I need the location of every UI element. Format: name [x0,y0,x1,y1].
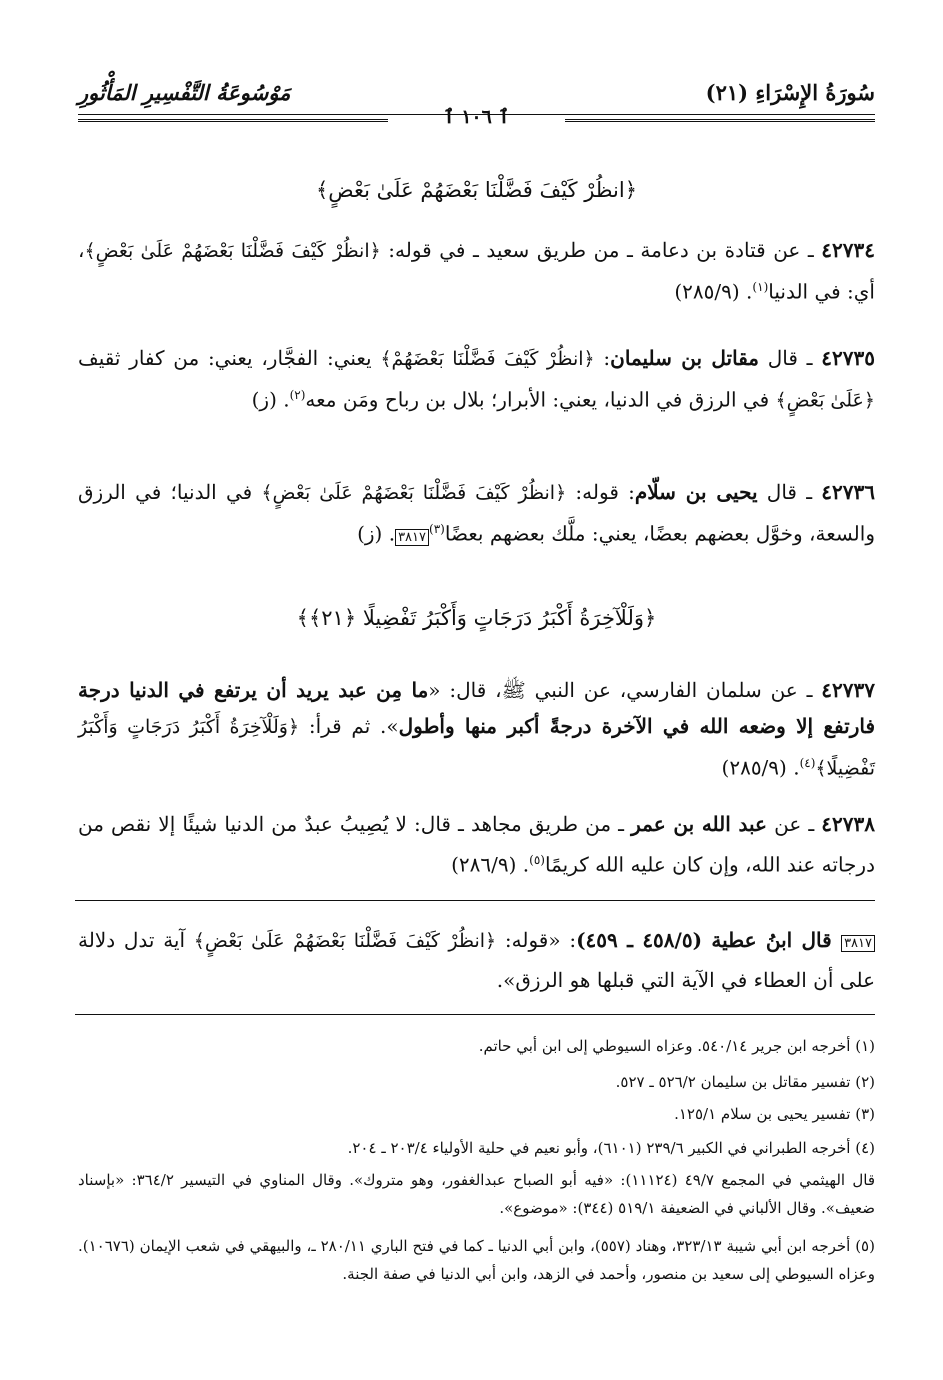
page-number: ٱ ١٠٦ ٱ [443,106,510,128]
quran-quote: ﴿انظُرْ كَيْفَ فَضَّلْنَا بَعْضَهُمْ﴾ [380,348,595,370]
entry-42734 [78,232,875,310]
surah-title: سُورَةُ الإِسْرَاءِ (٢١) [705,80,875,105]
footnote-4: (٤) أخرجه الطبراني في الكبير ٢٣٩/٦ (٦١٠١)، وأبو نعيم في حلية الأولياء ٢٠٣/٤ ـ ٢٠٤. [347,1139,875,1157]
entry-42737 [78,672,875,787]
entry-text: . (٢٨٦/٩) [451,852,530,877]
quran-quote: ﴿وَلَلْآخِرَةُ أَكْبَرُ دَرَجَاتٍ وَأَكْبَرُ تَفْضِيلًا﴾ [78,716,875,780]
entry-text: ـ قال [757,480,822,504]
entry-text: يعني: الفجَّار، يعني: من كفار ثقيف [78,346,381,370]
footnote-ref: (٤) [799,756,816,770]
footnote-ref: (٢) [289,388,306,402]
entry-text: في الرزق في الدنيا، يعني: الأبرار؛ بلال بن رباح ومَن معه [305,387,776,412]
entry-text: ـ قال [759,346,822,370]
commentator-name: قال ابنُ عطية (٤٥٨/٥ ـ ٤٥٩) [576,928,842,952]
commentary-3817 [78,922,875,998]
commentary-text: : «قوله: [496,928,577,952]
quran-quote: ﴿انظُرْ كَيْفَ فَضَّلْنَا بَعْضَهُمْ عَلَىٰ بَعْضٍ﴾ [84,240,381,262]
entry-text: . (٢٨٥/٩) [721,755,800,780]
entry-text: . (ز) [251,387,290,412]
entry-text: . (ز) [357,521,396,546]
entry-text: ». ثم قرأ: [299,714,399,738]
entry-number: ٤٢٧٣٧ [821,678,875,702]
entry-text: : [594,346,611,370]
entry-text: ـ عن قتادة بن دعامة ـ من طريق سعيد ـ في قوله: [380,238,822,262]
footnote-1: (١) أخرجه ابن جرير ٥٤٠/١٤. وعزاه السيوطي إلى ابن أبي حاتم. [478,1037,875,1055]
entry-text: في الدنيا؛ في الرزق والسعة، وخوَّل بعضهم بعضًا، يعني: ملَّك بعضهم بعضًا [78,480,875,546]
hadith-text: ما مِن عبد يريد أن يرتفع في الدنيا درجة فارتفع إلا وضعه الله في الآخرة درجةً أكبر منها وأطول [78,678,876,738]
footnote-ref: (٥) [529,853,545,867]
entry-text: ، أي: في الدنيا [78,238,875,304]
footnote-4-cont: قال الهيثمي في المجمع ٤٩/٧ (١١١٢٤): «فيه أبو الصباح عبدالغفور، وهو متروك». وقال المناوي في التيسير ٣٦٤/٢: «بإسناد ضعيف». وقال الألباني في الضعيفة ٥١٩/١ (٣٤٤): «موضوع». [78,1171,875,1217]
entry-text: ـ عن [767,812,822,836]
entry-text: ـ من طريق مجاهد ـ قال: لا يُصِيبُ عبدٌ من الدنيا شيئًا إلا نقص من درجاته عند الله، وإن كان عليه الله كريمًا [78,812,875,877]
narrator-name: مقاتل بن سليمان [610,346,760,370]
book-title: مَوْسُوعَةُ التَّفْسِيرِ المَأْثُورِ [78,80,291,105]
entry-42738 [78,806,875,883]
narrator-name: عبد الله بن عمر [631,812,767,836]
narrator-name: يحيى بن سلّام [634,480,758,504]
entry-text: ـ عن سلمان الفارسي، عن النبي ﷺ، قال: « [428,678,822,702]
commentary-separator [75,900,875,901]
entry-number: ٤٢٧٣٥ [821,346,875,370]
footnote-5: (٥) أخرجه ابن أبي شيبة ٣٢٣/١٣، وهناد (٥٥٧)، وابن أبي الدنيا ـ كما في فتح الباري ٢٨٠/١١ ـ، والبيهقي في شعب الإيمان (١٠٦٧٦). وعزاه السيوطي إلى سعيد بن منصور، وأحمد في الزهد، وابن أبي الدنيا في صفة الجنة. [78,1237,875,1283]
quran-quote: ﴿عَلَىٰ بَعْضٍ﴾ [775,389,875,412]
footnote-3: (٣) تفسير يحيى بن سلام ١٢٥/١. [674,1105,875,1123]
footnote-2: (٢) تفسير مقاتل بن سليمان ٥٢٦/٢ ـ ٥٢٧. [615,1073,875,1091]
quran-quote: ﴿انظُرْ كَيْفَ فَضَّلْنَا بَعْضَهُمْ عَلَىٰ بَعْضٍ﴾ [261,482,567,504]
entry-42736 [78,474,875,556]
footnote-separator [75,1014,875,1015]
page-number-row [78,106,875,130]
footnote-ref: (١) [752,280,769,294]
commentary-ref-box: ٣٨١٧ [395,529,429,546]
entry-42735 [78,340,875,419]
quran-quote: ﴿انظُرْ كَيْفَ فَضَّلْنَا بَعْضَهُمْ عَلَىٰ بَعْضٍ﴾ [193,930,497,952]
commentary-number-box: ٣٨١٧ [841,935,875,952]
verse-heading-1: ﴿انظُرْ كَيْفَ فَضَّلْنَا بَعْضَهُمْ عَلَىٰ بَعْضٍ﴾ [315,178,638,202]
verse-heading-2: ﴿وَلَلْآخِرَةُ أَكْبَرُ دَرَجَاتٍ وَأَكْبَرُ تَفْضِيلًا ﴿٢١﴾﴾ [296,606,657,630]
entry-number: ٤٢٧٣٨ [821,812,876,836]
entry-text: . (٢٨٥/٩) [674,279,753,304]
footnote-ref: (٣) [429,522,445,536]
entry-text: : قوله: [566,480,635,504]
entry-number: ٤٢٧٣٤ [821,238,875,262]
entry-number: ٤٢٧٣٦ [821,480,875,504]
commentary-text: آية تدل دلالة على أن العطاء في الآية التي قبلها هو الرزق». [78,928,875,992]
